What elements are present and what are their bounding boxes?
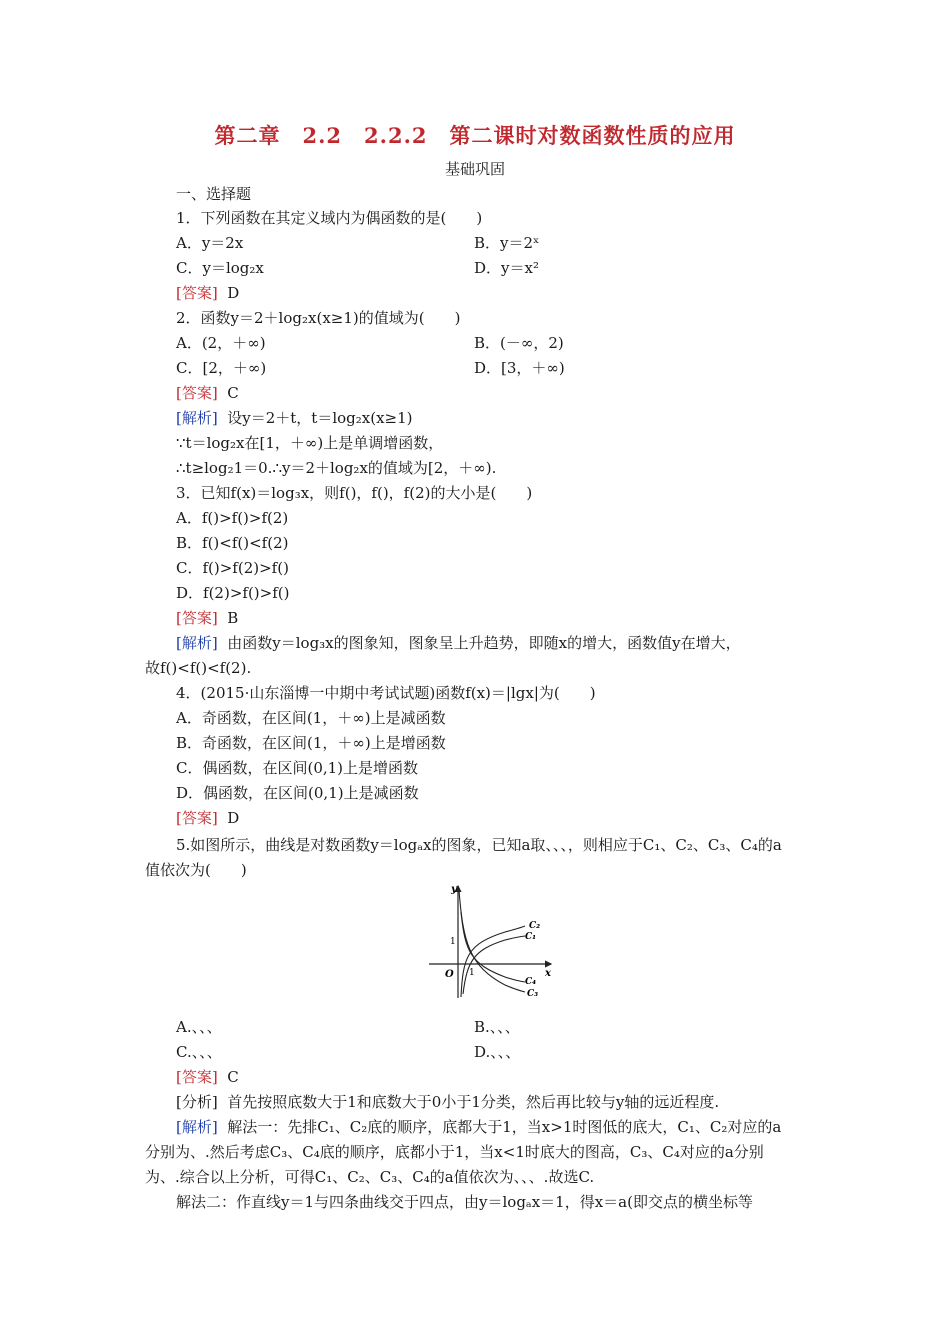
q1-stem: 1．下列函数在其定义域内为偶函数的是( ) [176,209,483,227]
q3-analysis-row [176,633,741,653]
label-c1: C₁ [525,932,537,942]
x-tick-one: 1 [469,968,475,978]
q4-stem: 4．(2015·山东淄博一中期中考试试题)函数f(x)＝|lgx|为( ) [176,684,596,702]
q5-analysis-tag: [解析] [176,1118,218,1136]
q4-answer-tag: [答案] [176,809,218,827]
q1-option-d: D．y＝x² [474,259,539,277]
q2-analysis-3: ∴t≥log₂1＝0.∴y＝2＋log₂x的值域为[2，＋∞). [176,459,497,477]
q5-stem-1: 5.如图所示，曲线是对数函数y＝logₐx的图象，已知a取、、、，则相应于C₁、C₂、C₃、C₄的a [176,836,782,854]
x-axis-label: x [545,968,551,979]
label-c4: C₄ [525,977,537,987]
q3-answer-row [176,608,238,628]
q2-stem: 2．函数y＝2＋log₂x(x≥1)的值域为( ) [176,309,461,327]
q3-option-b: B．f()<f()<f(2) [176,534,289,552]
q5-analysis-1: 解法一：先排C₁、C₂底的顺序，底都大于1，当x>1时图低的底大，C₁、C₂对应的a [227,1118,782,1136]
log-curves-figure [425,882,555,1000]
q2-analysis-row [176,408,413,428]
q5-answer-row [176,1067,239,1087]
q4-option-c: C．偶函数，在区间(0,1)上是增函数 [176,759,419,777]
q2-option-b: B．(－∞，2) [474,334,564,352]
label-c2: C₂ [529,921,541,931]
q3-option-a: A．f()>f()>f(2) [176,509,289,527]
q4-option-d: D．偶函数，在区间(0,1)上是减函数 [176,784,419,802]
q2-analysis-tag: [解析] [176,409,218,427]
q1-option-c: C．y＝log₂x [176,259,264,277]
q3-stem: 3．已知f(x)＝log₃x，则f()，f()，f(2)的大小是( ) [176,484,533,502]
page-subtitle: 基础巩固 [444,160,505,178]
q5-stem-2: 值依次为( ) [145,861,247,879]
q1-answer-tag: [答案] [176,284,218,302]
q5-answer: C [227,1068,239,1086]
q5-analysis-2: 分别为、.然后考虑C₃、C₄底的顺序，底都小于1，当x<1时底大的图高，C₃、C₄对应的a分别 [145,1143,764,1161]
section-heading: 一、选择题 [176,185,252,203]
q1-answer: D [227,284,240,302]
q3-option-c: C．f()>f(2)>f() [176,559,289,577]
curve-c1 [463,936,525,994]
q5-fenxi-tag: [分析] [176,1093,218,1111]
q5-option-a: A.、、、 [176,1018,222,1036]
q1-option-b: B．y＝2ˣ [474,234,540,252]
label-c3: C₃ [527,989,539,999]
page-title: 第二章 2.2 2.2.2 第二课时对数函数性质的应用 [214,123,736,148]
q4-option-b: B．奇函数，在区间(1，＋∞)上是增函数 [176,734,446,752]
q3-answer: B [227,609,239,627]
q4-answer: D [227,809,240,827]
q3-analysis-1: 由函数y＝log₃x的图象知，图象呈上升趋势，即随x的增大，函数值y在增大， [227,634,741,652]
q5-option-b: B.、、、 [474,1018,520,1036]
y-axis-label: y [451,884,457,895]
q4-option-a: A．奇函数，在区间(1，＋∞)上是减函数 [176,709,446,727]
y-tick-one: 1 [450,937,456,947]
q2-answer: C [227,384,239,402]
q5-analysis-row [176,1117,781,1137]
q5-option-c: C.、、、 [176,1043,222,1061]
q3-analysis-2: 故f()<f()<f(2). [145,659,252,677]
q2-analysis-1: 设y＝2＋t，t＝log₂x(x≥1) [227,409,413,427]
q2-answer-tag: [答案] [176,384,218,402]
q5-option-d: D.、、、 [474,1043,521,1061]
q5-fenxi-row [176,1092,719,1112]
q3-analysis-tag: [解析] [176,634,218,652]
q2-answer-row [176,383,239,403]
q2-option-a: A．(2，＋∞) [176,334,266,352]
q3-answer-tag: [答案] [176,609,218,627]
q1-option-a: A．y＝2x [176,234,244,252]
q3-option-d: D．f(2)>f()>f() [176,584,290,602]
q5-answer-tag: [答案] [176,1068,218,1086]
curve-c2 [461,926,525,997]
q2-analysis-2: ∵t＝log₂x在[1，＋∞)上是单调增函数， [176,434,444,452]
q5-analysis-4: 解法二：作直线y＝1与四条曲线交于四点，由y＝logₐx＝1，得x＝a(即交点的横坐标等 [176,1193,753,1211]
q4-answer-row [176,808,239,828]
q5-fenxi: 首先按照底数大于1和底数大于0小于1分类，然后再比较与y轴的远近程度. [227,1093,720,1111]
q2-option-d: D．[3，＋∞) [474,359,565,377]
origin-label: O [445,969,454,980]
q1-answer-row [176,283,239,303]
q2-option-c: C．[2，＋∞) [176,359,267,377]
q5-analysis-3: 为、.综合以上分析，可得C₁、C₂、C₃、C₄的a值依次为、、、.故选C. [145,1168,595,1186]
